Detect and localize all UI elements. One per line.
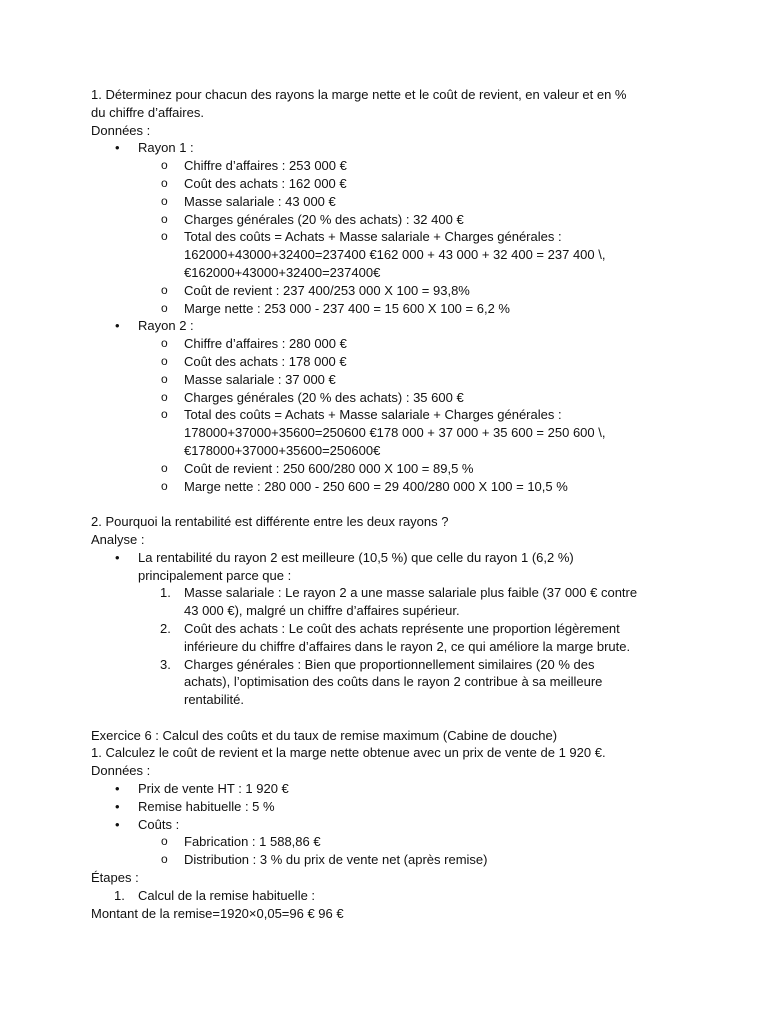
list-item-continuation: €178000+37000+35600=250600€	[184, 442, 381, 458]
bullet-icon: •	[115, 140, 120, 156]
list-item: • Coûts :	[115, 816, 180, 832]
rayon-2-heading: • Rayon 2 :	[115, 318, 194, 334]
list-item: o Fabrication : 1 588,86 €	[161, 834, 321, 850]
analyse-label: Analyse :	[91, 531, 145, 547]
list-item: o Total des coûts = Achats + Masse salariale + Charges générales :	[161, 229, 562, 245]
bullet-icon: •	[115, 549, 120, 565]
sub-bullet-icon: o	[161, 371, 168, 386]
bullet-icon: •	[115, 798, 120, 814]
paragraph-gap	[91, 495, 691, 513]
sub-bullet-icon: o	[161, 834, 168, 849]
bullet-icon: •	[115, 781, 120, 797]
sub-bullet-icon: o	[161, 353, 168, 368]
list-item: o Chiffre d’affaires : 253 000 €	[161, 158, 347, 174]
step-item-1: 1. Calcul de la remise habituelle :	[114, 887, 316, 903]
sub-bullet-icon: o	[161, 282, 168, 297]
sub-bullet-icon: o	[161, 175, 168, 190]
analysis-bullet-cont: principalement parce que :	[138, 567, 292, 583]
reason-item-1: 1. Masse salariale : Le rayon 2 a une masse salariale plus faible (37 000 € contre	[160, 585, 638, 601]
list-item: • Prix de vente HT : 1 920 €	[115, 781, 289, 797]
question-1-title: 1. Déterminez pour chacun des rayons la marge nette et le coût de revient, en valeur et en %	[91, 87, 627, 102]
sub-bullet-icon: o	[161, 852, 168, 867]
list-item: o Masse salariale : 43 000 €	[161, 193, 336, 209]
etapes-label: Étapes :	[91, 870, 139, 886]
list-item: o Total des coûts = Achats + Masse salariale + Charges générales :	[161, 407, 562, 423]
list-item: o Distribution : 3 % du prix de vente net (après remise)	[161, 852, 488, 868]
remise-amount: Montant de la remise=1920×0,05=96 € 96 €	[91, 905, 344, 921]
sub-bullet-icon: o	[161, 407, 168, 422]
reason-item-1-cont: 43 000 €), malgré un chiffre d’affaires supérieur.	[184, 603, 460, 619]
rayon-1-heading: • Rayon 1 :	[115, 140, 194, 156]
sub-bullet-icon: o	[161, 193, 168, 208]
reason-item-2: 2. Coût des achats : Le coût des achats représente une proportion légèrement	[160, 620, 620, 636]
sub-bullet-icon: o	[161, 478, 168, 493]
list-item: o Coût de revient : 237 400/253 000 X 100 = 93,8%	[161, 282, 470, 298]
donnees-label: Données :	[91, 763, 151, 779]
bullet-icon: •	[115, 816, 120, 832]
reason-item-3: 3. Charges générales : Bien que proportionnellement similaires (20 % des	[160, 656, 595, 672]
sub-bullet-icon: o	[161, 389, 168, 404]
paragraph-gap	[91, 709, 691, 727]
list-item: o Chiffre d’affaires : 280 000 €	[161, 336, 347, 352]
list-item: • Remise habituelle : 5 %	[115, 798, 275, 814]
list-item-continuation: €162000+43000+32400=237400€	[184, 264, 381, 280]
donnees-label: Données :	[91, 122, 151, 138]
list-item-continuation: 178000+37000+35600=250600 €178 000 + 37 000 + 35 600 = 250 600 \,	[184, 425, 606, 441]
bullet-icon: •	[115, 318, 120, 334]
list-item: o Coût des achats : 178 000 €	[161, 353, 347, 369]
list-item: o Coût de revient : 250 600/280 000 X 100 = 89,5 %	[161, 460, 474, 476]
reason-item-2-cont: inférieure du chiffre d’affaires dans le rayon 2, ce qui améliore la marge brute.	[184, 638, 631, 654]
sub-bullet-icon: o	[161, 460, 168, 475]
list-item: o Charges générales (20 % des achats) : 32 400 €	[161, 211, 464, 227]
list-item-continuation: 162000+43000+32400=237400 €162 000 + 43 000 + 32 400 = 237 400 \,	[184, 247, 606, 263]
exercise-6-question-1: 1. Calculez le coût de revient et la marge nette obtenue avec un prix de vente de 1 920 €.	[91, 745, 606, 761]
sub-bullet-icon: o	[161, 300, 168, 315]
question-1-title-cont: du chiffre d’affaires.	[91, 104, 204, 120]
list-item: o Charges générales (20 % des achats) : 35 600 €	[161, 389, 464, 405]
reason-item-3-cont: achats), l’optimisation des coûts dans le rayon 2 contribue à sa meilleure	[184, 674, 603, 690]
sub-bullet-icon: o	[161, 158, 168, 173]
sub-bullet-icon: o	[161, 336, 168, 351]
question-2-title: 2. Pourquoi la rentabilité est différente entre les deux rayons ?	[91, 514, 449, 530]
list-item: o Coût des achats : 162 000 €	[161, 175, 347, 191]
exercise-6-title: Exercice 6 : Calcul des coûts et du taux de remise maximum (Cabine de douche)	[91, 727, 558, 743]
list-item: o Marge nette : 280 000 - 250 600 = 29 400/280 000 X 100 = 10,5 %	[161, 478, 568, 494]
list-item: o Marge nette : 253 000 - 237 400 = 15 600 X 100 = 6,2 %	[161, 300, 510, 316]
reason-item-3-cont: rentabilité.	[184, 692, 244, 708]
document-body	[91, 86, 691, 922]
sub-bullet-icon: o	[161, 229, 168, 244]
list-item: o Masse salariale : 37 000 €	[161, 371, 336, 387]
analysis-bullet: • La rentabilité du rayon 2 est meilleure (10,5 %) que celle du rayon 1 (6,2 %)	[115, 549, 574, 565]
sub-bullet-icon: o	[161, 211, 168, 226]
